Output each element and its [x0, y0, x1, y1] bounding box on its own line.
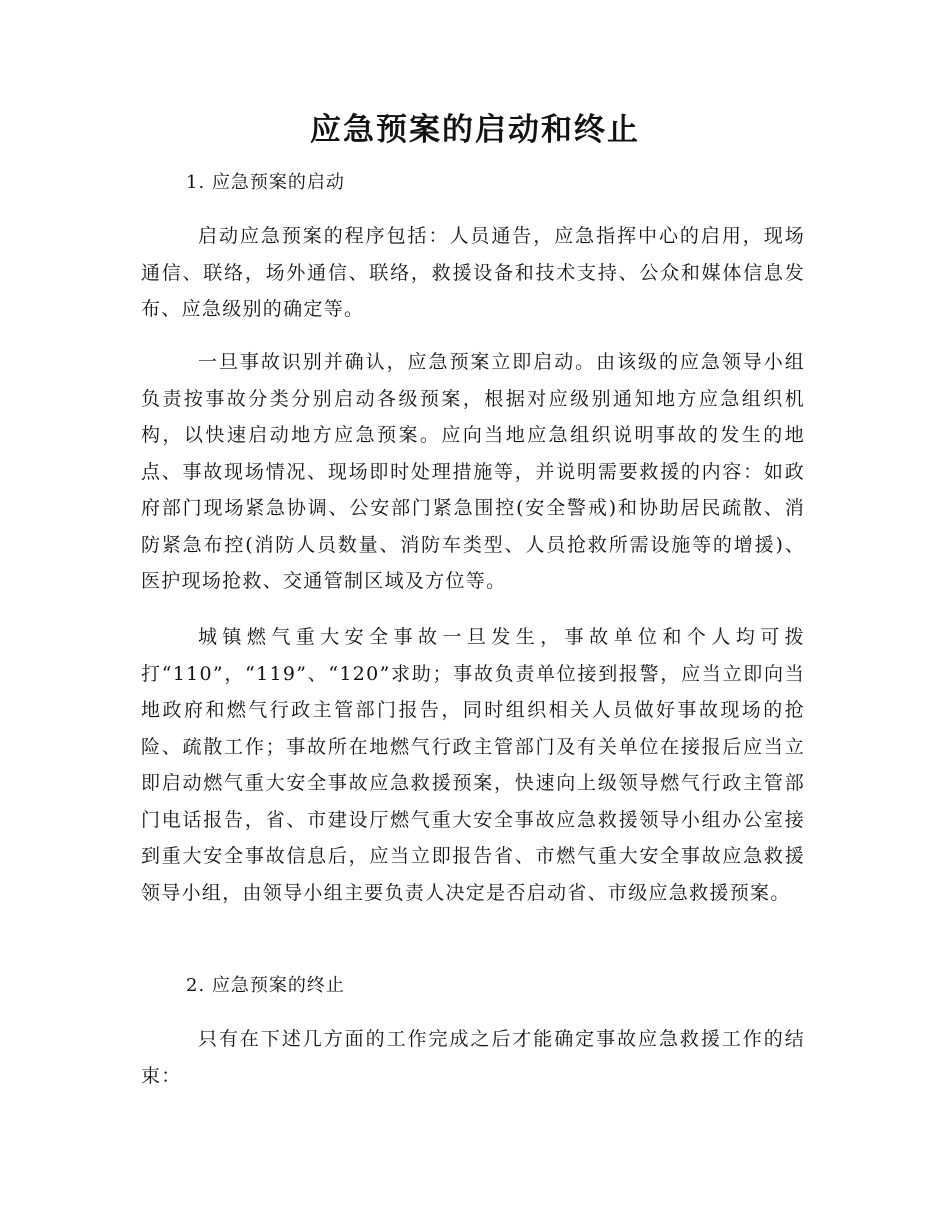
paragraph-startup-activation: 一旦事故识别并确认，应急预案立即启动。由该级的应急领导小组负责按事故分类分别启动各级预案，根据对应级别通知地方应急组织机构，以快速启动地方应急预案。应向当地应急组织说明事故的发生的地点、事故现场情况、现场即时处理措施等，并说明需要救援的内容：如政府部门现场紧急协调、公安部门紧急围控(安全警戒)和协助居民疏散、消防紧急布控(消防人员数量、消防车类型、人员抢救所需设施等的增援)、医护现场抢救、交通管制区域及方位等。 — [141, 351, 805, 592]
paragraph-gas-accident-report: 城镇燃气重大安全事故一旦发生，事故单位和个人均可拨打“110”，“119”、“120”求助；事故负责单位接到报警，应当立即向当地政府和燃气行政主管部门报告，同时组织相关人员做好事故现场的抢险、疏散工作；事故所在地燃气行政主管部门及有关单位在接报后应当立即启动燃气重大安全事故应急救援预案，快速向上级领导燃气行政主管部门电话报告，省、市建设厅燃气重大安全事故应急救援领导小组办公室接到重大安全事故信息后，应当立即报告省、市燃气重大安全事故应急救援领导小组，由领导小组主要负责人决定是否启动省、市级应急救援预案。 — [141, 626, 805, 904]
paragraph-termination-intro: 只有在下述几方面的工作完成之后才能确定事故应急救援工作的结束： — [141, 1028, 805, 1087]
section-heading-1: 1. 应急预案的启动 — [186, 172, 345, 193]
document-title: 应急预案的启动和终止 — [310, 112, 640, 148]
section-heading-2: 2. 应急预案的终止 — [186, 975, 345, 996]
paragraph-startup-procedure: 启动应急预案的程序包括：人员通告，应急指挥中心的启用，现场通信、联络，场外通信、联络，救援设备和技术支持、公众和媒体信息发布、应急级别的确定等。 — [141, 225, 805, 320]
